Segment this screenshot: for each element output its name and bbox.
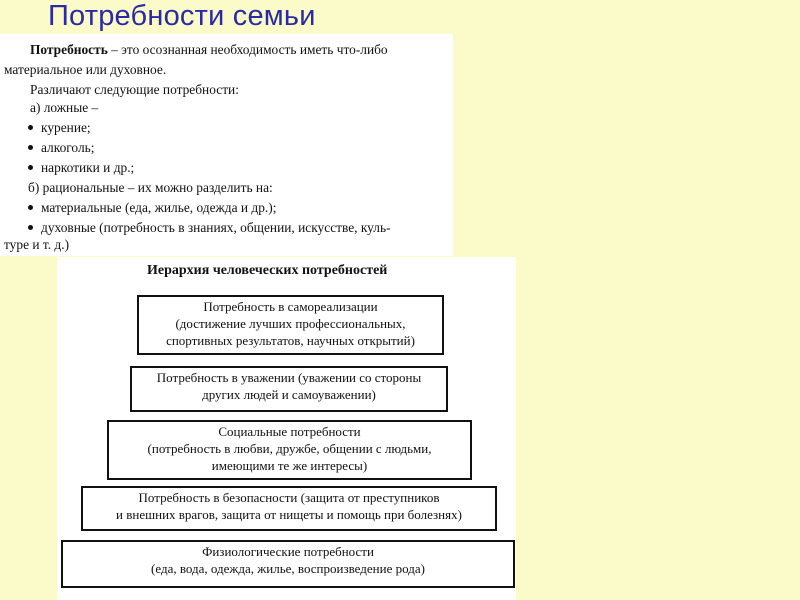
bullet-icon (28, 145, 33, 150)
hierarchy-title: Иерархия человеческих потребностей (147, 263, 388, 278)
definition-term: Потребность (30, 42, 108, 57)
false-needs-heading: а) ложные – (30, 100, 99, 115)
hierarchy-level-safety: Потребность в безопасности (защита от преступников и внешних врагов, защита от нищеты и помощь при болезнях) (81, 486, 497, 531)
list-item: материальные (еда, жилье, одежда и др.); (28, 200, 276, 216)
hierarchy-level-self-actualization: Потребность в самореализации (достижение лучших профессиональных, спортивных результатов, научных открытий) (137, 295, 444, 355)
intro-line: Различают следующие потребности: (30, 82, 239, 97)
list-item: наркотики и др.; (28, 160, 134, 176)
hierarchy-level-physiological: Физиологические потребности (еда, вода, одежда, жилье, воспроизведение рода) (61, 540, 515, 588)
list-item-continuation: туре и т. д.) (4, 237, 70, 252)
bullet-icon (28, 205, 33, 210)
hierarchy-level-esteem: Потребность в уважении (уважении со стороны других людей и самоуважении) (130, 366, 448, 412)
hierarchy-scan (57, 257, 516, 600)
definition-scan (0, 34, 453, 256)
definition-text: – это осознанная необходимость иметь что-либо (107, 42, 388, 57)
definition-line-1 (30, 42, 388, 58)
list-item: духовные (потребность в знаниях, общении, искусстве, куль- (28, 220, 391, 236)
bullet-icon (28, 225, 33, 230)
bullet-icon (28, 165, 33, 170)
list-item: алкоголь; (28, 140, 94, 156)
definition-line-2: материальное или духовное. (4, 62, 167, 77)
bullet-icon (28, 125, 33, 130)
rational-needs-heading: б) рациональные – их можно разделить на: (28, 180, 273, 195)
list-item: курение; (28, 120, 91, 136)
hierarchy-level-social: Социальные потребности (потребность в любви, дружбе, общении с людьми, имеющими те же интересы) (107, 420, 472, 480)
slide-title: Потребности семьи (48, 0, 316, 32)
